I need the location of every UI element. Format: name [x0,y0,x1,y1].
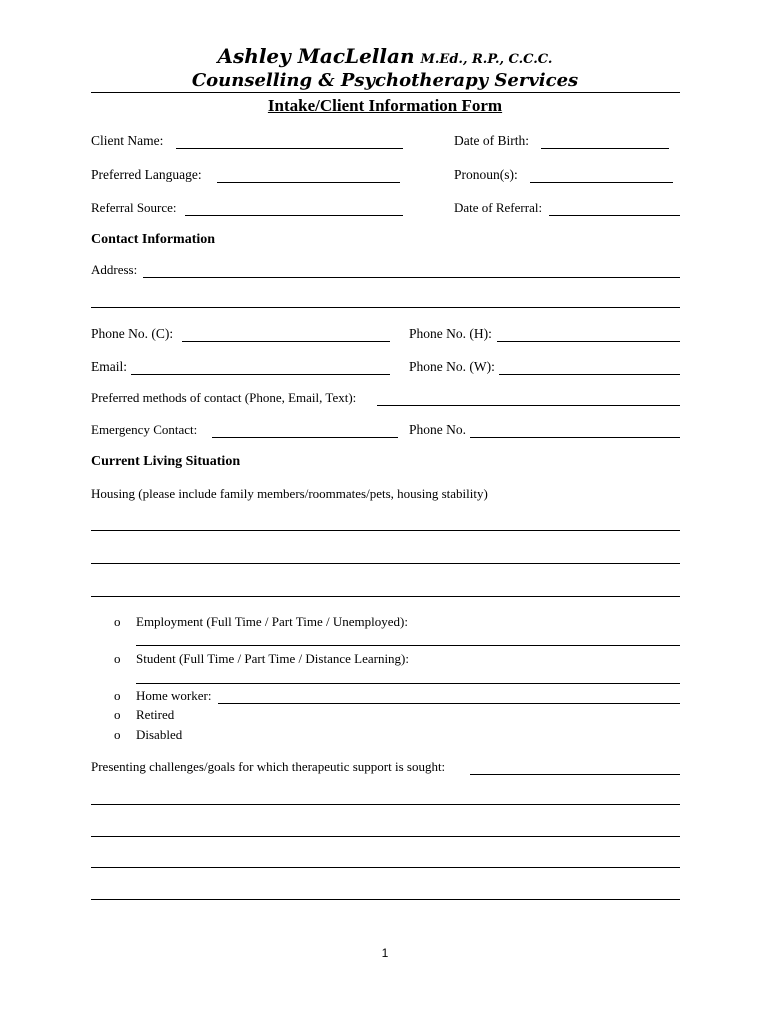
presenting-line-2[interactable] [91,836,680,837]
housing-line-1[interactable] [91,530,680,531]
employment-bullet[interactable]: o [114,614,121,629]
phone-home-label: Phone No. (H): [409,326,492,341]
emergency-phone-label: Phone No. [409,422,466,437]
referral-date-label: Date of Referral: [454,200,543,215]
disabled-bullet[interactable]: o [114,727,121,742]
student-field[interactable] [136,670,680,684]
practitioner-name-text: Ashley MacLellan [217,44,415,68]
referral-source-field[interactable] [185,202,403,216]
page-number: 1 [381,946,389,960]
address-field[interactable] [143,264,680,278]
credentials: M.Ed., R.P., C.C.C. [420,52,553,67]
contact-section-heading: Contact Information [91,232,216,247]
phone-cell-field[interactable] [182,328,390,342]
dob-field[interactable] [541,135,669,149]
header-rule [91,92,680,93]
emergency-contact-label: Emergency Contact: [91,422,198,437]
presenting-line-1[interactable] [91,804,680,805]
student-bullet[interactable]: o [114,651,121,666]
referral-date-field[interactable] [549,202,680,216]
practice-name: Counselling & Psychotherapy Services [191,70,579,91]
email-label: Email: [91,359,127,374]
emergency-contact-field[interactable] [212,424,398,438]
address-line-2[interactable] [91,307,680,308]
client-name-label: Client Name: [91,133,164,148]
address-label: Address: [91,262,138,277]
contact-methods-field[interactable] [377,392,680,406]
living-section-heading: Current Living Situation [91,454,241,469]
phone-cell-label: Phone No. (C): [91,326,174,341]
presenting-line-3[interactable] [91,867,680,868]
client-name-field[interactable] [176,135,403,149]
pronouns-label: Pronoun(s): [454,167,518,182]
housing-line-3[interactable] [91,596,680,597]
home-worker-label: Home worker: [136,688,212,703]
pronouns-field[interactable] [530,169,673,183]
language-field[interactable] [217,169,400,183]
home-worker-field[interactable] [218,690,680,704]
retired-label: Retired [136,707,175,722]
presenting-line-4[interactable] [91,899,680,900]
phone-work-label: Phone No. (W): [409,359,495,374]
phone-home-field[interactable] [497,328,680,342]
housing-line-2[interactable] [91,563,680,564]
phone-work-field[interactable] [499,361,680,375]
disabled-label: Disabled [136,727,183,742]
email-field[interactable] [131,361,390,375]
student-label: Student (Full Time / Part Time / Distance Learning): [136,651,409,666]
home-worker-bullet[interactable]: o [114,688,121,703]
contact-methods-label: Preferred methods of contact (Phone, Email, Text): [91,390,357,405]
retired-bullet[interactable]: o [114,707,121,722]
presenting-label: Presenting challenges/goals for which therapeutic support is sought: [91,759,446,774]
housing-prompt: Housing (please include family members/roommates/pets, housing stability) [91,486,488,501]
employment-label: Employment (Full Time / Part Time / Unemployed): [136,614,408,629]
dob-label: Date of Birth: [454,133,529,148]
employment-field[interactable] [136,632,680,646]
emergency-phone-field[interactable] [470,424,680,438]
presenting-field[interactable] [470,761,680,775]
referral-source-label: Referral Source: [91,200,177,215]
form-title: Intake/Client Information Form [267,96,503,115]
language-label: Preferred Language: [91,167,202,182]
practitioner-name [0,44,770,68]
